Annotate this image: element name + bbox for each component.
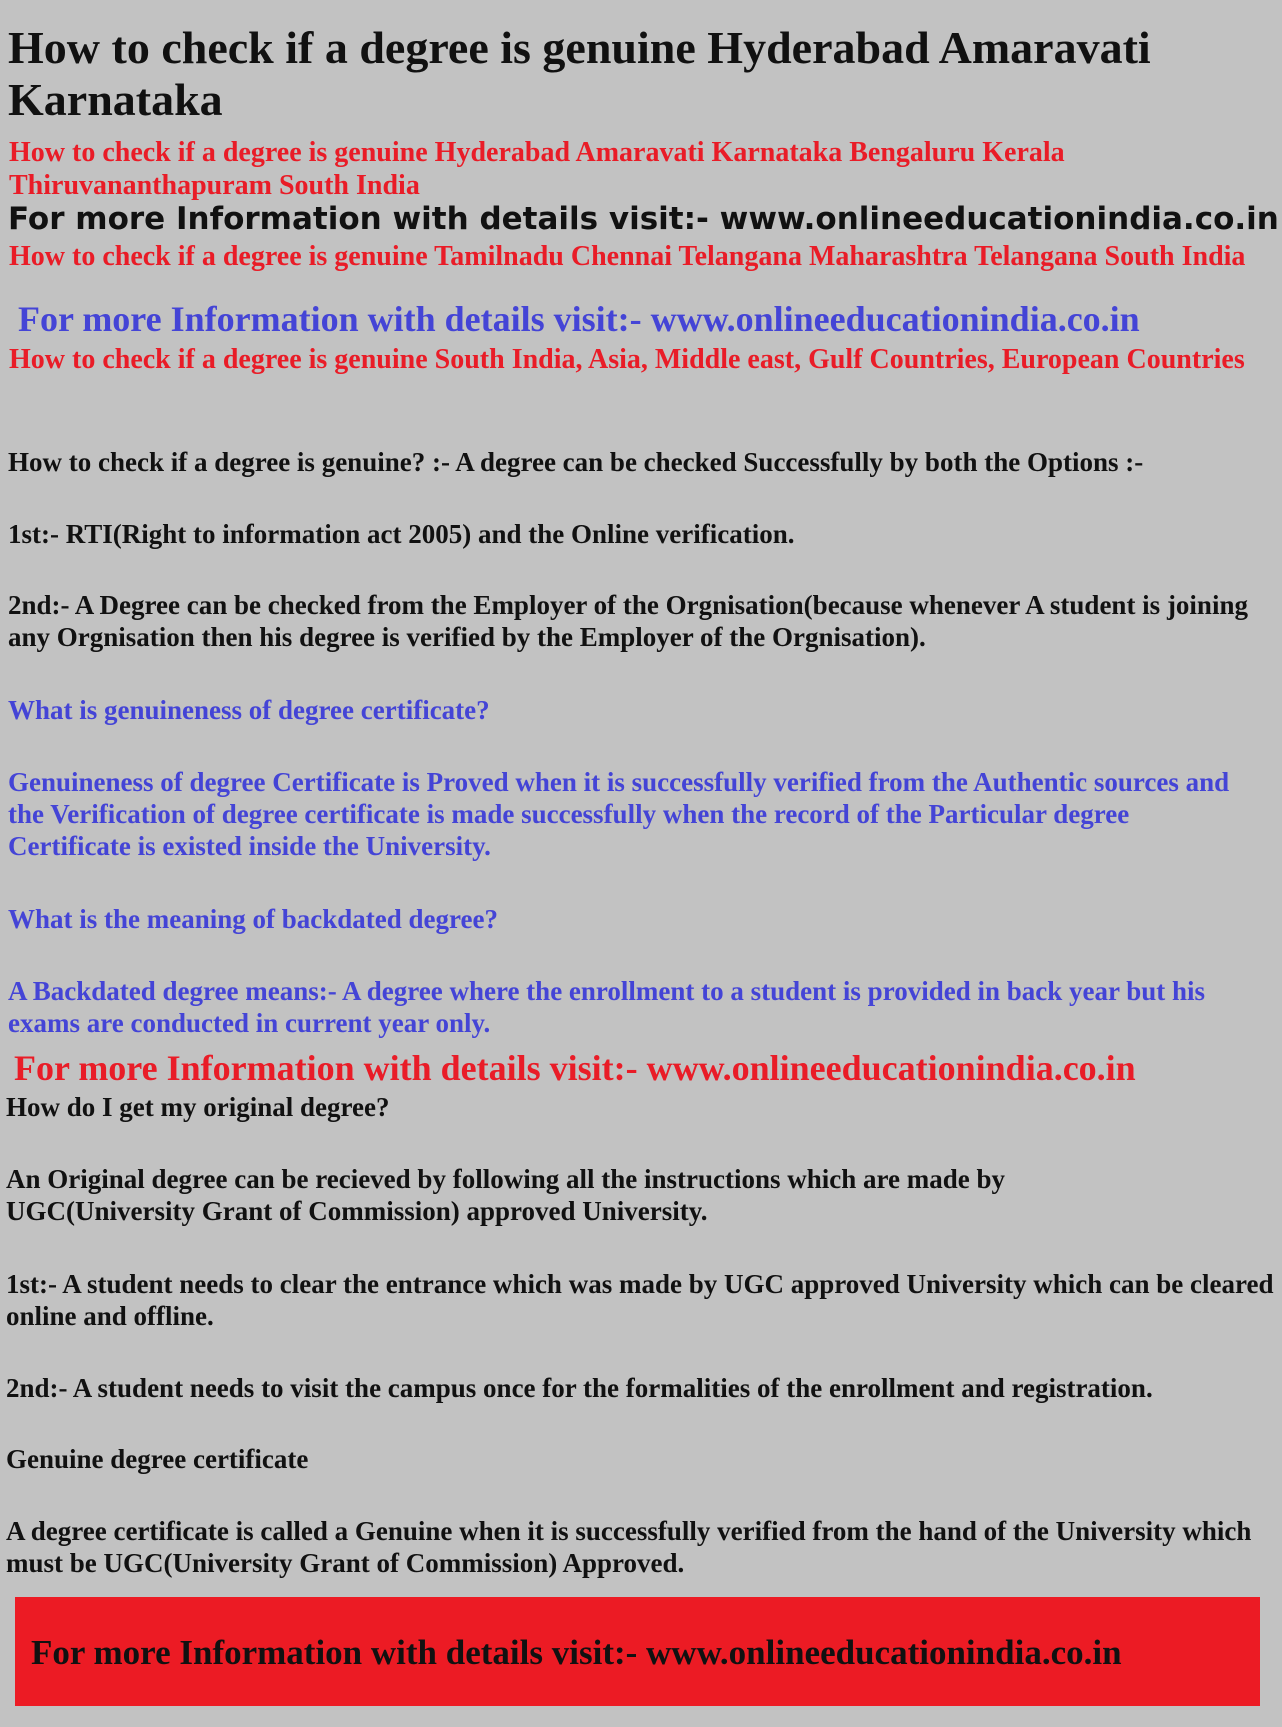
visit-link-text-2[interactable]: For more Information with details visit:- www.onlineeducationindia.co.in [18,299,1140,339]
backdated-answer: A Backdated degree means:- A degree where the enrollment to a student is provided in back year but his exams are conducted in current year only. [8,976,1206,1038]
step-2-text: 2nd:- A student needs to visit the campus once for the formalities of the enrollment and registration. [6,1373,1153,1403]
visit-link-text-1[interactable]: For more Information with details visit:- www.onlineeducationindia.co.in [8,201,1279,237]
genuine-certificate-definition: A degree certificate is called a Genuine when it is successfully verified from the hand of the University which must be UGC(University Grant of Commission) Approved. [6,1516,1252,1578]
page-title: How to check if a degree is genuine Hyderabad Amaravati Karnataka [8,22,1151,125]
original-degree-question: How do I get my original degree? [6,1092,390,1122]
option-1-text: 1st:- RTI(Right to information act 2005) and the Online verification. [8,519,795,549]
original-degree-answer: An Original degree can be recieved by following all the instructions which are made by UGC(University Grant of Commission) approved University. [6,1164,1005,1226]
check-degree-intro: How to check if a degree is genuine? :- A degree can be checked Successfully by both the Options :- [8,447,1144,477]
option-2-text: 2nd:- A Degree can be checked from the Employer of the Orgnisation(because whenever A student is joining any Orgnisation then his degree is verified by the Employer of the Orgnisation). [8,590,1248,652]
genuineness-answer: Genuineness of degree Certificate is Proved when it is successfully verified from the Authentic sources and the Verification of degree certificate is made successfully when the record of the Particular degree Certificate is existed inside the University. [8,767,1230,861]
genuine-certificate-heading: Genuine degree certificate [6,1444,309,1474]
subheading-tamilnadu: How to check if a degree is genuine Tamilnadu Chennai Telangana Maharashtra Telangana South India [9,241,1246,272]
visit-link-text-3[interactable]: For more Information with details visit:- www.onlineeducationindia.co.in [14,1048,1136,1088]
visit-banner[interactable] [15,1597,1260,1706]
subheading-south-india: How to check if a degree is genuine South India, Asia, Middle east, Gulf Countries, European Countries [9,344,1245,375]
step-1-text: 1st:- A student needs to clear the entrance which was made by UGC approved University which can be cleared online and offline. [6,1269,1274,1331]
genuineness-question: What is genuineness of degree certificate? [8,695,490,725]
backdated-question: What is the meaning of backdated degree? [8,904,498,934]
banner-visit-text[interactable]: For more Information with details visit:- www.onlineeducationindia.co.in [31,1633,1122,1672]
subheading-hyderabad: How to check if a degree is genuine Hyderabad Amaravati Karnataka Bengaluru Kerala Thiruvananthapuram South India [9,137,1065,201]
